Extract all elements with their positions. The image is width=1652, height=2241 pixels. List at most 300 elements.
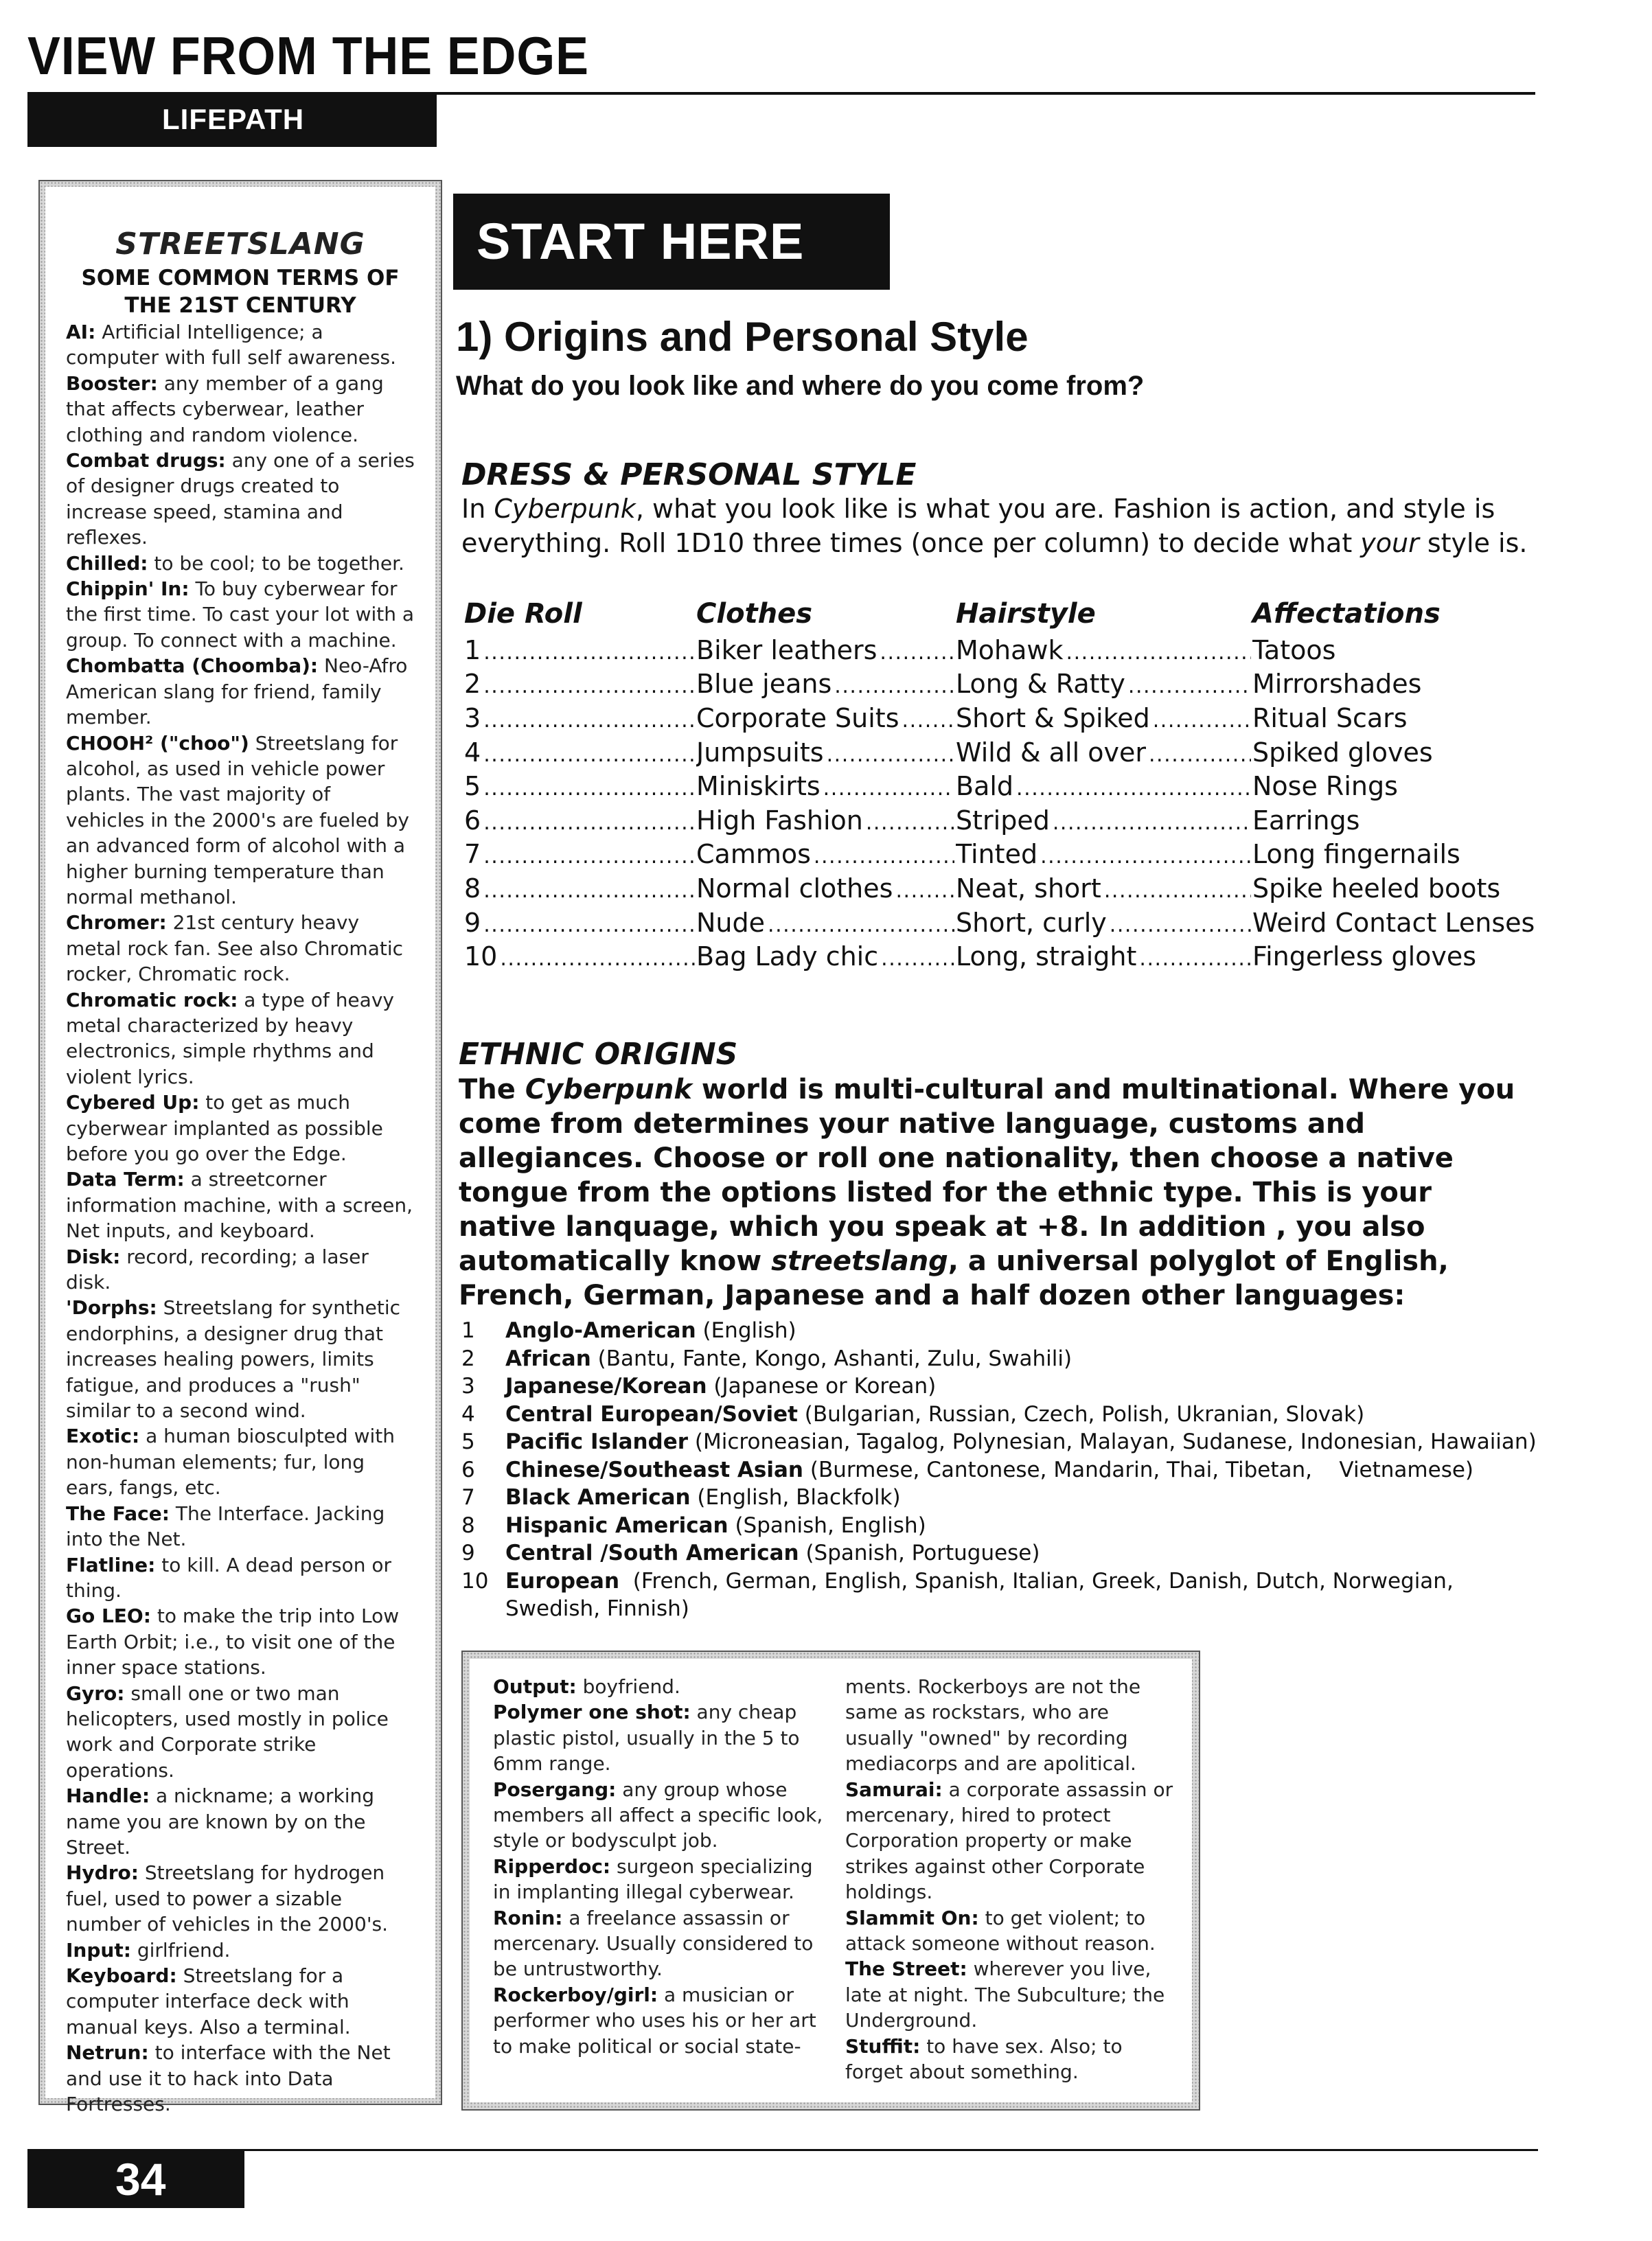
ethnic-body — [459, 1072, 1537, 1313]
dress-heading: DRESS & PERSONAL STYLE — [461, 457, 917, 492]
cell-value: Nude — [696, 907, 766, 938]
glossary-entry — [66, 576, 415, 653]
cell-value: 1 — [464, 634, 481, 665]
section-label-bar — [27, 92, 437, 147]
glossary-entry — [66, 1295, 415, 1423]
dotted-leader — [464, 873, 696, 904]
glossary-entry — [845, 1777, 1177, 1905]
glossary-definition: to interface with the Net and use it to hack into Data Fortresses. — [66, 2041, 391, 2116]
clothes-cell — [696, 667, 956, 702]
ethnic-name: Black American — [505, 1485, 691, 1510]
glossary-entry — [66, 1090, 415, 1167]
cell-value: Bag Lady chic — [696, 941, 879, 972]
ethnic-number: 4 — [461, 1401, 475, 1427]
ethnic-languages: (Microneasian, Tagalog, Polynesian, Malayan, Sudanese, Indonesian, Hawaiian) — [688, 1429, 1537, 1454]
glossary-term: Booster: — [66, 371, 158, 395]
ethnic-list-item — [461, 1484, 1546, 1512]
cell-value: Biker leathers — [696, 634, 877, 665]
dotted-leader — [956, 805, 1252, 836]
glossary-term: Samurai: — [845, 1778, 943, 1801]
hairstyle-cell — [956, 769, 1252, 803]
die-roll-cell — [464, 939, 696, 974]
cell-value: Earrings — [1252, 805, 1360, 836]
dotted-leader — [464, 703, 696, 733]
glossary-definition: girlfriend. — [130, 1938, 231, 1962]
glossary-entry — [66, 551, 415, 576]
cell-value: Corporate Suits — [696, 702, 899, 733]
ethnic-list-item — [461, 1345, 1546, 1373]
cell-value: Fingerless gloves — [1252, 941, 1477, 972]
ethnic-name: Japanese/Korean — [505, 1374, 707, 1399]
sidebar-content — [45, 187, 435, 2116]
ethnic-text — [505, 1345, 1546, 1373]
affectation-cell — [1252, 667, 1535, 702]
glossary-entry — [66, 1244, 415, 1296]
affectation-cell — [1252, 633, 1535, 667]
glossary-definition: to get as much cyberwear implanted as possible before you go over the Edge. — [66, 1091, 383, 1165]
dotted-leader — [956, 941, 1252, 972]
ethnic-text — [505, 1401, 1546, 1429]
cell-value: Spike heeled boots — [1252, 873, 1501, 904]
glossary-definition: any member of a gang that affects cyberwear, leather clothing and random violence. — [66, 371, 384, 446]
dotted-leader — [956, 873, 1252, 904]
ethnic-languages: (French, German, English, Spanish, Italian, Greek, Danish, Dutch, Norwegian, Swedish, Finnish) — [505, 1568, 1460, 1621]
ethnic-languages: (Burmese, Cantonese, Mandarin, Thai, Tibetan, Vietnamese) — [803, 1457, 1474, 1482]
ethnic-text — [505, 1539, 1546, 1567]
ethnic-text — [505, 1512, 1546, 1540]
cell-value: 2 — [464, 669, 481, 700]
style-table-row — [464, 803, 1535, 838]
cell-value: Normal clothes — [696, 873, 893, 904]
ethnic-text — [505, 1372, 1546, 1401]
ethnic-text — [505, 1567, 1546, 1623]
ethnic-name: Central /South American — [505, 1541, 799, 1565]
clothes-cell — [696, 803, 956, 838]
hairstyle-cell — [956, 633, 1252, 667]
ethnic-heading: ETHNIC ORIGINS — [459, 1037, 738, 1072]
header-clothes: Clothes — [696, 598, 813, 630]
affectation-cell — [1252, 701, 1535, 735]
page-number: 34 — [115, 2154, 166, 2205]
dotted-leader — [956, 771, 1252, 801]
dress-body-pre: In — [461, 494, 494, 524]
glossary-definition: Artificial Intelligence; a computer with full self awareness. — [66, 321, 397, 369]
die-roll-cell — [464, 667, 696, 702]
glossary-definition: Neo-Afro American slang for friend, family member. — [66, 654, 408, 729]
glossary-definition: to have sex. Also; to forget about something. — [845, 2034, 1123, 2084]
dress-body-mid: , what you look like is what you are. Fashion is action, and style is everything. Roll 1D10 three times (once per column) to decide what — [461, 494, 1495, 558]
style-table-row — [464, 735, 1535, 770]
ethnic-list-item — [461, 1456, 1546, 1484]
glossary-definition: a type of heavy metal characterized by heavy electronics, simple rhythms and violent lyrics. — [66, 988, 394, 1088]
hairstyle-cell — [956, 701, 1252, 735]
glossary-definition: any one of a series of designer drugs created to increase speed, stamina and reflexes. — [66, 449, 415, 549]
dress-body — [461, 492, 1546, 560]
dotted-leader — [464, 941, 696, 972]
cell-value: Cammos — [696, 839, 811, 870]
glossary-definition: Streetslang for alcohol, as used in vehicle power plants. The vast majority of vehicles in the 2000's are fueled by an advanced form of alcohol with a higher burning temperature than normal methanol. — [66, 731, 409, 908]
ethnic-name: Pacific Islander — [505, 1429, 689, 1454]
glossary-entry — [66, 2040, 415, 2117]
dress-body-em2: your — [1360, 528, 1419, 558]
ethnic-languages: (English) — [696, 1318, 796, 1343]
die-roll-cell — [464, 871, 696, 906]
glossary-definition: a freelance assassin or mercenary. Usually considered to be untrustworthy. — [493, 1906, 814, 1981]
glossary-term: Chilled: — [66, 551, 148, 575]
glossary-term: Slammit On: — [845, 1906, 979, 1929]
cell-value: Long fingernails — [1252, 839, 1460, 870]
dotted-leader — [464, 771, 696, 801]
dress-body-em: Cyberpunk — [494, 494, 636, 524]
clothes-cell — [696, 701, 956, 735]
ethnic-name: Hispanic American — [505, 1513, 729, 1538]
hairstyle-cell — [956, 871, 1252, 906]
origins-subtitle: What do you look like and where do you come from? — [456, 371, 1145, 401]
glossary-term: CHOOH² ("choo") — [66, 731, 249, 755]
die-roll-cell — [464, 906, 696, 940]
ethnic-name: Chinese/Southeast Asian — [505, 1457, 803, 1482]
ethnic-list-item — [461, 1401, 1546, 1429]
glossary-term: Keyboard: — [66, 1964, 177, 1987]
die-roll-cell — [464, 769, 696, 803]
glossary-entry — [66, 653, 415, 730]
style-table-body — [464, 633, 1535, 974]
ethnic-origins-list — [461, 1317, 1546, 1623]
header-affectations: Affectations — [1252, 598, 1441, 630]
glossary-term: Ronin: — [493, 1906, 563, 1929]
glossary-entry — [845, 2034, 1177, 2085]
cell-value: Tinted — [956, 839, 1038, 870]
glossary-definition: Streetslang for synthetic endorphins, a designer drug that increases healing powers, limits fatigue, and produces a "rush" similar to a second wind. — [66, 1296, 401, 1423]
ethnic-number: 1 — [461, 1318, 475, 1343]
die-roll-cell — [464, 735, 696, 770]
start-here-banner — [453, 194, 890, 290]
ethnic-number: 3 — [461, 1374, 475, 1399]
glossary-term: Polymer one shot: — [493, 1701, 691, 1724]
clothes-cell — [696, 633, 956, 667]
glossary-entry — [493, 1982, 825, 2059]
origins-title: 1) Origins and Personal Style — [456, 314, 1029, 360]
glossary-term: Combat drugs: — [66, 449, 226, 472]
cell-value: 3 — [464, 702, 481, 733]
glossary-column-right — [845, 1674, 1177, 2095]
glossary-definition: small one or two man helicopters, used mostly in police work and Corporate strike operations. — [66, 1681, 389, 1782]
cell-value: 5 — [464, 771, 481, 802]
hairstyle-cell — [956, 906, 1252, 940]
die-roll-cell — [464, 838, 696, 872]
ethnic-languages: (Spanish, Portuguese) — [799, 1541, 1040, 1565]
glossary-entry — [66, 448, 415, 551]
ethnic-body-pre: The — [459, 1074, 525, 1105]
ethnic-text — [505, 1317, 1546, 1345]
cell-value: 8 — [464, 873, 481, 904]
dotted-leader — [464, 635, 696, 665]
dotted-leader — [464, 805, 696, 836]
glossary-definition: a streetcorner information machine, with a screen, Net inputs, and keyboard. — [66, 1168, 413, 1243]
page-number-block — [27, 2150, 244, 2208]
cell-value: Miniskirts — [696, 771, 821, 802]
style-table-row — [464, 667, 1535, 702]
glossary-entry — [66, 1167, 415, 1243]
affectation-cell — [1252, 769, 1535, 803]
glossary-entry — [845, 1956, 1177, 2033]
style-table-row — [464, 906, 1535, 940]
dotted-leader — [696, 703, 956, 733]
header-hairstyle: Hairstyle — [956, 598, 1096, 630]
glossary-term: Stuffit: — [845, 2034, 921, 2058]
cell-value: Blue jeans — [696, 669, 832, 700]
ethnic-number: 6 — [461, 1457, 475, 1482]
glossary-term: Flatline: — [66, 1553, 156, 1576]
cell-value: High Fashion — [696, 805, 863, 836]
glossary-entry — [66, 1423, 415, 1500]
cell-value: Spiked gloves — [1252, 737, 1433, 768]
clothes-cell — [696, 871, 956, 906]
dotted-leader — [696, 669, 956, 699]
clothes-cell — [696, 735, 956, 770]
glossary-entry — [66, 987, 415, 1090]
glossary-entry — [66, 1860, 415, 1937]
dotted-leader — [956, 703, 1252, 733]
glossary-definition: a human biosculpted with non-human elements; fur, long ears, fangs, etc. — [66, 1425, 395, 1499]
glossary-entry — [66, 1603, 415, 1680]
ethnic-name: Central European/Soviet — [505, 1401, 798, 1427]
ethnic-list-item — [461, 1539, 1546, 1567]
glossary-entry — [66, 1963, 415, 2040]
glossary-term: Chippin' In: — [66, 577, 190, 601]
affectation-cell — [1252, 803, 1535, 838]
glossary-term: Go LEO: — [66, 1605, 151, 1628]
dotted-leader — [464, 669, 696, 699]
dotted-leader — [696, 839, 956, 869]
style-table-row — [464, 838, 1535, 872]
cell-value: Mohawk — [956, 634, 1064, 665]
ethnic-body-em: Cyberpunk — [525, 1074, 692, 1105]
glossary-term: Data Term: — [66, 1168, 185, 1191]
glossary-box-content — [470, 1659, 1192, 2102]
glossary-definition: record, recording; a laser disk. — [66, 1245, 369, 1294]
glossary-column-left — [493, 1674, 825, 2095]
glossary-term: 'Dorphs: — [66, 1296, 157, 1320]
glossary-term: The Street: — [845, 1957, 967, 1981]
ethnic-number: 5 — [461, 1429, 475, 1454]
ethnic-name: Anglo-American — [505, 1318, 696, 1343]
style-table-row — [464, 769, 1535, 803]
cell-value: Striped — [956, 805, 1050, 836]
glossary-entry — [66, 1783, 415, 1860]
glossary-definition: 21st century heavy metal rock fan. See also Chromatic rocker, Chromatic rock. — [66, 911, 404, 986]
clothes-cell — [696, 906, 956, 940]
glossary-term: Ripperdoc: — [493, 1854, 611, 1878]
glossary-entry — [66, 1501, 415, 1552]
dotted-leader — [956, 908, 1252, 938]
dotted-leader — [696, 873, 956, 904]
clothes-cell — [696, 939, 956, 974]
glossary-term: The Face: — [66, 1502, 170, 1525]
glossary-continuation: ments. Rockerboys are not the same as rockstars, who are usually "owned" by recording mediacorps and are apolitical. — [845, 1675, 1141, 1775]
glossary-term: AI: — [66, 321, 96, 343]
dotted-leader — [464, 737, 696, 768]
style-table-row — [464, 701, 1535, 735]
glossary-entry — [493, 1905, 825, 1982]
cell-value: Short & Spiked — [956, 702, 1150, 733]
dotted-leader — [956, 635, 1252, 665]
ethnic-list-item — [461, 1372, 1546, 1401]
cell-value: Tatoos — [1252, 634, 1336, 665]
glossary-term: Gyro: — [66, 1681, 125, 1705]
glossary-term: Cybered Up: — [66, 1091, 200, 1114]
glossary-definition: boyfriend. — [576, 1675, 680, 1698]
cell-value: Short, curly — [956, 907, 1107, 938]
ethnic-number: 8 — [461, 1513, 475, 1538]
ethnic-body-mid: world is multi-cultural and multinational. Where you come from determines your native language, customs and allegiances. Choose or roll one nationality, then choose a native tongue from the options listed for the ethnic type. This is your native lanquage, which you speak at +8. In addition , you also automatically know — [459, 1074, 1515, 1277]
ethnic-number: 10 — [461, 1568, 489, 1594]
die-roll-cell — [464, 701, 696, 735]
cell-value: 6 — [464, 805, 481, 836]
ethnic-list-item — [461, 1512, 1546, 1540]
dotted-leader — [464, 839, 696, 869]
glossary-entry — [66, 319, 415, 371]
glossary-entry — [66, 910, 415, 987]
hairstyle-cell — [956, 939, 1252, 974]
dotted-leader — [696, 635, 956, 665]
dotted-leader — [956, 737, 1252, 768]
dotted-leader — [956, 669, 1252, 699]
sidebar-subtitle-line1: SOME COMMON TERMS OF — [81, 266, 400, 290]
cell-value: Long, straight — [956, 941, 1137, 972]
dotted-leader — [696, 737, 956, 768]
cell-value: Mirrorshades — [1252, 669, 1422, 700]
streetslang-sidebar — [38, 180, 442, 2116]
glossary-definition: To buy cyberwear for the first time. To cast your lot with a group. To connect with a machine. — [66, 577, 415, 652]
glossary-definition: The Interface. Jacking into the Net. — [66, 1502, 385, 1551]
ethnic-text — [505, 1456, 1546, 1484]
ethnic-languages: (Spanish, English) — [728, 1513, 926, 1538]
style-table-row — [464, 871, 1535, 906]
glossary-term: Chromer: — [66, 911, 167, 934]
cell-value: Bald — [956, 771, 1014, 802]
sidebar-title: STREETSLANG — [115, 227, 365, 262]
hairstyle-cell — [956, 667, 1252, 702]
glossary-term: Handle: — [66, 1784, 150, 1808]
ethnic-number: 9 — [461, 1541, 475, 1565]
glossary-entry — [66, 1681, 415, 1784]
glossary-definition: to kill. A dead person or thing. — [66, 1553, 391, 1602]
glossary-entry — [493, 1674, 825, 1699]
dress-body-post: style is. — [1419, 528, 1528, 558]
glossary-entry — [493, 1699, 825, 1776]
hairstyle-cell — [956, 838, 1252, 872]
dotted-leader — [956, 839, 1252, 869]
cell-value: 9 — [464, 907, 481, 938]
glossary-definition: wherever you live, late at night. The Subculture; the Underground. — [845, 1957, 1165, 2032]
glossary-term: Input: — [66, 1938, 131, 1962]
cell-value: 4 — [464, 737, 481, 768]
cell-value: Wild & all over — [956, 737, 1146, 768]
clothes-cell — [696, 769, 956, 803]
cell-value: 7 — [464, 839, 481, 870]
glossary-entry — [845, 1905, 1177, 1957]
glossary-entry — [66, 1938, 415, 1963]
glossary-term: Hydro: — [66, 1861, 139, 1885]
ethnic-languages: (Bulgarian, Russian, Czech, Polish, Ukranian, Slovak) — [797, 1401, 1365, 1427]
glossary-entry — [66, 1552, 415, 1604]
ethnic-languages: (English, Blackfolk) — [690, 1485, 901, 1510]
glossary-definition: a nickname; a working name you are known by on the Street. — [66, 1784, 375, 1859]
ethnic-number: 7 — [461, 1485, 475, 1510]
glossary-definition: Streetslang for hydrogen fuel, used to power a sizable number of vehicles in the 2000's. — [66, 1861, 388, 1936]
glossary-entry — [493, 1854, 825, 1905]
ethnic-languages: (Japanese or Korean) — [707, 1374, 937, 1399]
affectation-cell — [1252, 939, 1535, 974]
cell-value: Long & Ratty — [956, 669, 1125, 700]
style-table-row — [464, 939, 1535, 974]
ethnic-name: African — [505, 1346, 591, 1371]
glossary-term: Disk: — [66, 1245, 121, 1268]
sidebar-subtitle-line2: THE 21ST CENTURY — [124, 293, 356, 318]
hairstyle-cell — [956, 735, 1252, 770]
style-table-header-row — [464, 595, 1535, 633]
dotted-leader — [464, 908, 696, 938]
cell-value: 10 — [464, 941, 498, 972]
glossary-definition: to be cool; to be together. — [148, 551, 404, 575]
glossary-definition: to make the trip into Low Earth Orbit; i.e., to visit one of the inner space stations. — [66, 1605, 400, 1679]
ethnic-body-em2: streetslang — [771, 1245, 948, 1277]
ethnic-list-item — [461, 1567, 1546, 1623]
page-header-title: VIEW FROM THE EDGE — [27, 25, 589, 86]
footer-rule — [27, 2149, 1538, 2151]
style-table-row — [464, 633, 1535, 667]
ethnic-list-item — [461, 1317, 1546, 1345]
ethnic-languages: (Bantu, Fante, Kongo, Ashanti, Zulu, Swahili) — [590, 1346, 1072, 1371]
cell-value: Neat, short — [956, 873, 1101, 904]
ethnic-body-post: , a universal polyglot of English, French, German, Japanese and a half dozen other languages: — [459, 1245, 1449, 1311]
affectation-cell — [1252, 838, 1535, 872]
affectation-cell — [1252, 906, 1535, 940]
style-roll-table — [464, 595, 1535, 974]
dotted-leader — [696, 805, 956, 836]
glossary-definition: any cheap plastic pistol, usually in the 5 to 6mm range. — [493, 1701, 800, 1775]
start-here-label: START HERE — [477, 213, 805, 270]
glossary-definition: Streetslang for a computer interface deck with manual keys. Also a terminal. — [66, 1964, 351, 2038]
affectation-cell — [1252, 871, 1535, 906]
ethnic-text — [505, 1428, 1546, 1456]
glossary-term: Output: — [493, 1675, 577, 1698]
ethnic-name: European — [505, 1568, 620, 1594]
cell-value: Ritual Scars — [1252, 702, 1408, 733]
glossary-term: Posergang: — [493, 1778, 617, 1801]
die-roll-cell — [464, 633, 696, 667]
affectation-cell — [1252, 735, 1535, 770]
glossary-term: Exotic: — [66, 1425, 140, 1448]
dotted-leader — [696, 771, 956, 801]
glossary-definition: to get violent; to attack someone without reason. — [845, 1906, 1156, 1955]
dotted-leader — [696, 941, 956, 972]
glossary-entry — [493, 1777, 825, 1854]
cell-value: Nose Rings — [1252, 771, 1398, 802]
glossary-definition: any group whose members all affect a specific look, style or bodysculpt job. — [493, 1778, 823, 1852]
cell-value: Weird Contact Lenses — [1252, 907, 1535, 938]
glossary-entry — [66, 371, 415, 448]
glossary-definition: a corporate assassin or mercenary, hired to protect Corporation property or make strikes against other Corporate holdings. — [845, 1778, 1173, 1904]
ethnic-number: 2 — [461, 1346, 475, 1371]
sidebar-glossary — [66, 319, 415, 2117]
glossary-term: Chombatta (Choomba): — [66, 654, 319, 678]
glossary-definition: surgeon specializing in implanting illegal cyberwear. — [493, 1854, 813, 1904]
ethnic-text — [505, 1484, 1546, 1512]
die-roll-cell — [464, 803, 696, 838]
hairstyle-cell — [956, 803, 1252, 838]
